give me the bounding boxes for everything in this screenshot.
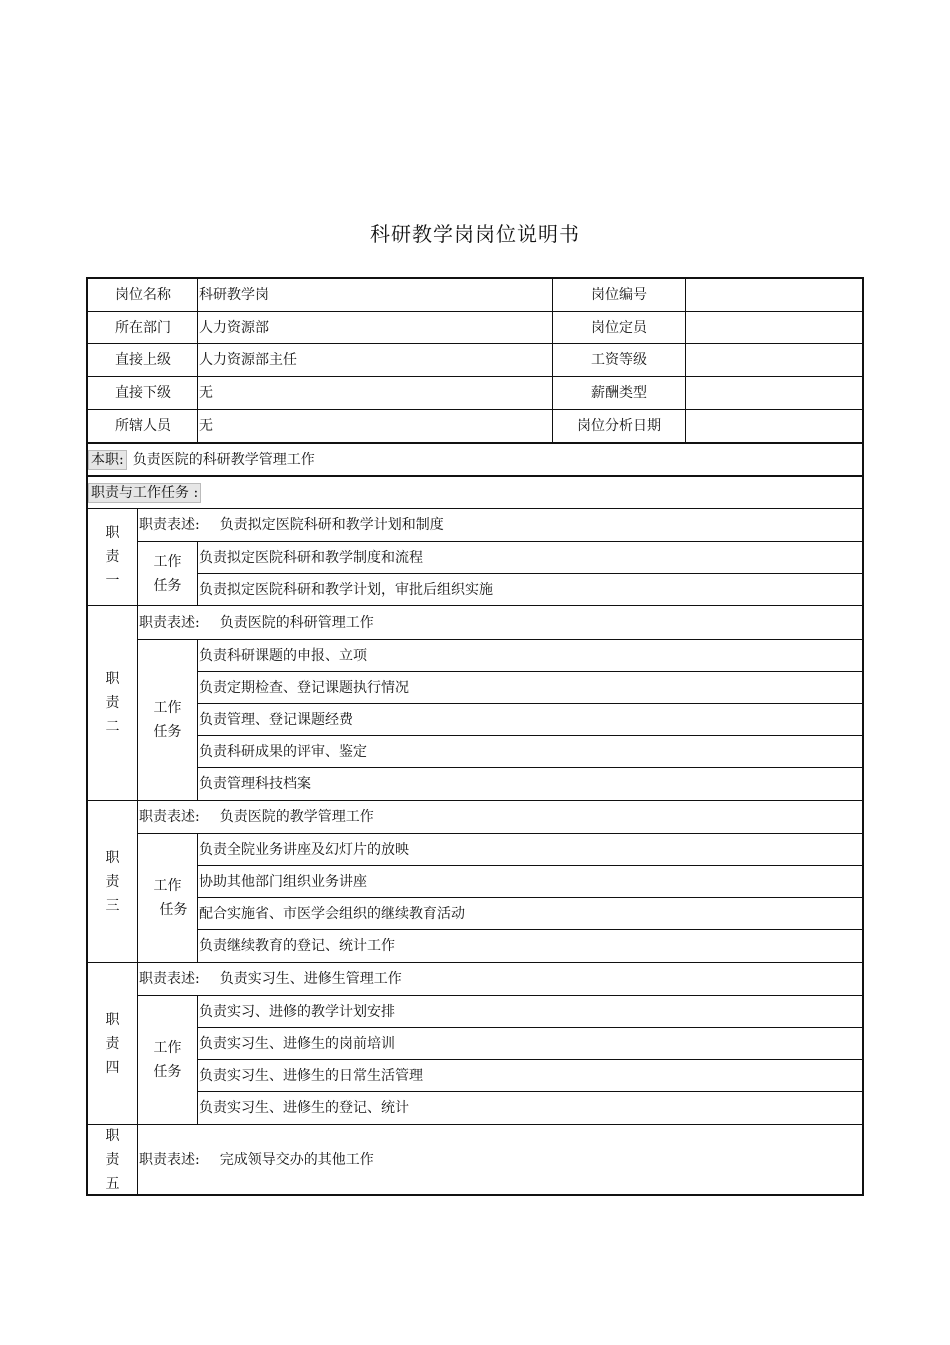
duty-1-task: 负责拟定医院科研和教学计划，审批后组织实施 [199,581,493,598]
duty-2-task-label: 工作 任务 [153,700,182,740]
post-code-label: 岗位编号 [591,287,647,303]
staff-value: 无 [199,418,213,434]
job-description-table [86,277,864,1196]
duties-header: 职责与工作任务 : [88,483,201,503]
duty-2-task: 负责管理、登记课题经费 [199,711,353,728]
quota-label: 岗位定员 [591,319,647,336]
superior-value: 人力资源部主任 [199,352,297,368]
duty-4-task: 负责实习生、进修生的日常生活管理 [199,1067,423,1084]
grade-label: 工资等级 [591,352,647,368]
duty-2-task: 负责管理科技档案 [199,776,311,792]
post-name-value: 科研教学岗 [199,287,269,303]
subordinate-label: 直接下级 [115,385,171,401]
post-code-value [686,279,862,311]
duties-header-row [88,477,862,508]
duty-4-task: 负责实习、进修的教学计划安排 [199,1003,395,1020]
duty-1-task: 负责拟定医院科研和教学制度和流程 [199,549,423,566]
staff-label: 所辖人员 [115,418,171,434]
page-title: 科研教学岗岗位说明书 [370,222,580,246]
duty-3-task: 负责全院业务讲座及幻灯片的放映 [199,841,409,858]
duty-2-name: 职 责 二 [105,671,120,735]
duty-3-task: 负责继续教育的登记、统计工作 [199,938,395,954]
superior-label: 直接上级 [115,352,171,368]
main-duty-row [88,444,862,475]
duty-1-task-label: 工作 任务 [153,553,182,594]
duty-3-name: 职 责 三 [105,849,120,914]
duty-5-name: 职 责 五 [105,1127,120,1192]
pay-type-label: 薪酬类型 [591,385,647,401]
duty-2-task: 负责科研成果的评审、鉴定 [199,743,367,760]
duty-2-task: 负责定期检查、登记课题执行情况 [199,679,409,696]
subordinate-value: 无 [199,385,213,401]
duty-4-desc: 职责表述: 负责实习生、进修生管理工作 [139,971,402,987]
analysis-date-value [686,410,862,442]
duty-2-task: 负责科研课题的申报、立项 [199,647,367,664]
duty-1-name: 职 责 一 [105,525,120,589]
analysis-date-label: 岗位分析日期 [577,418,661,434]
duty-1-desc: 职责表述: 负责拟定医院科研和教学计划和制度 [139,517,444,533]
post-name-label: 岗位名称 [115,287,171,303]
main-duty-label: 本职: [88,450,127,470]
dept-value: 人力资源部 [199,319,269,336]
duty-3-task: 配合实施省、市医学会组织的继续教育活动 [199,905,465,922]
quota-value [686,312,862,343]
duty-3-task: 协助其他部门组织业务讲座 [199,873,367,890]
duty-5-desc: 职责表述: 完成领导交办的其他工作 [139,1151,374,1168]
dept-label: 所在部门 [115,319,171,336]
duty-3-desc: 职责表述: 负责医院的教学管理工作 [139,809,374,825]
main-duty-text: 负责医院的科研教学管理工作 [132,451,315,468]
duty-4-task-label: 工作 任务 [153,1040,182,1080]
grade-value [686,344,862,376]
duty-3-task-label: 工作 任务 [153,878,188,918]
duty-4-task: 负责实习生、进修生的岗前培训 [199,1035,395,1052]
pay-type-value [686,377,862,409]
duty-2-desc: 职责表述: 负责医院的科研管理工作 [139,614,374,631]
duty-4-name: 职 责 四 [105,1011,120,1076]
duty-4-task: 负责实习生、进修生的登记、统计 [199,1100,409,1116]
